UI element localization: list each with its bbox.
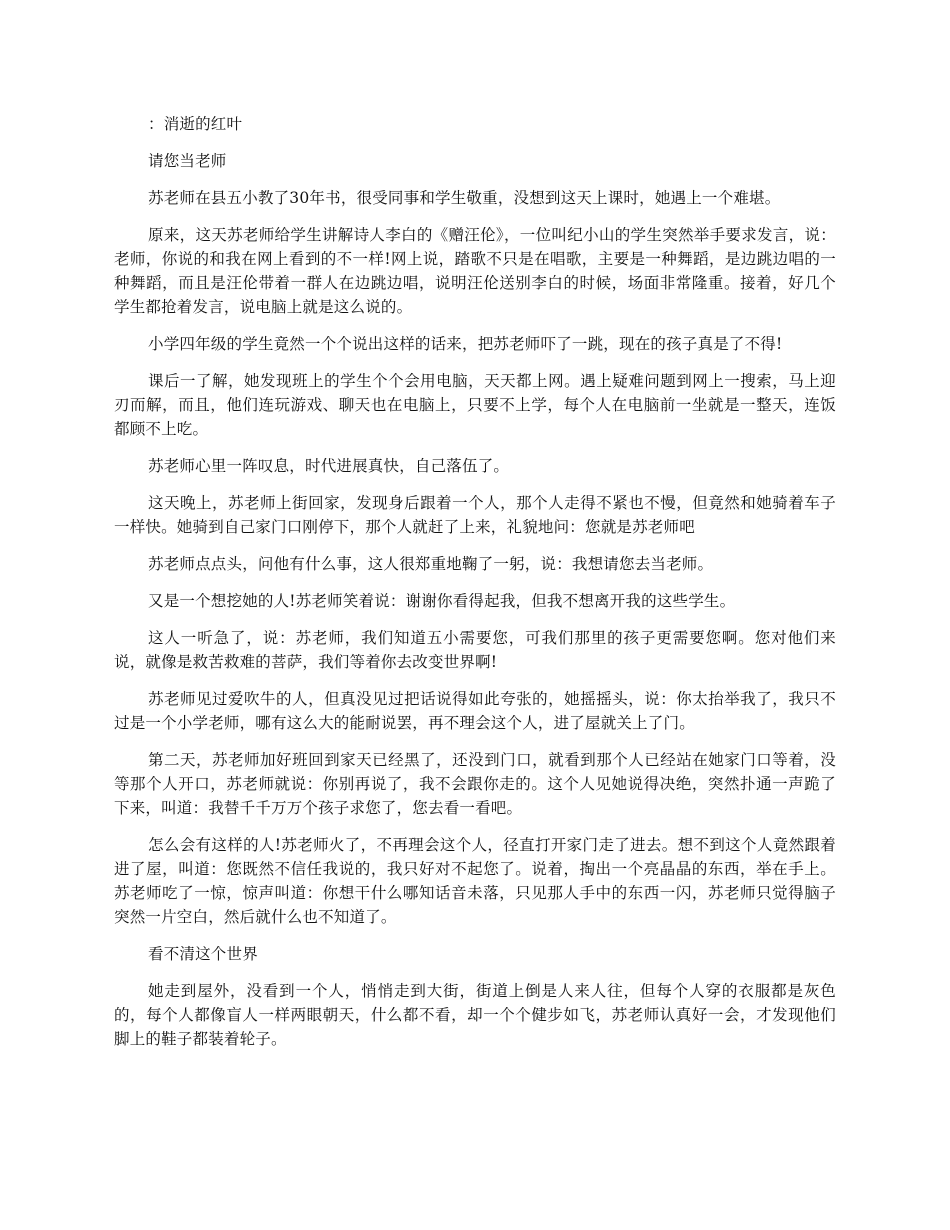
paragraph: 原来，这天苏老师给学生讲解诗人李白的《赠汪伦》，一位叫纪小山的学生突然举手要求发言，说：老师，你说的和我在网上看到的不一样!网上说，踏歌不只是在唱歌，主要是一种舞蹈，是边跳边唱的一种舞蹈，而且是汪伦带着一群人在边跳边唱，说明汪伦送别李白的时候，场面非常隆重。接着，好几个学生都抢着发言，说电脑上就是这么说的。 [114, 226, 836, 316]
paragraph: 课后一了解，她发现班上的学生个个会用电脑，天天都上网。遇上疑难问题到网上一搜索，马上迎刃而解，而且，他们连玩游戏、聊天也在电脑上，只要不上学，每个人在电脑前一坐就是一整天，连饭都顾不上吃。 [114, 372, 836, 438]
paragraph: 苏老师在县五小教了30年书，很受同事和学生敬重，没想到这天上课时，她遇上一个难堪。 [148, 189, 781, 207]
paragraph: 小学四年级的学生竟然一个个说出这样的话来，把苏老师吓了一跳，现在的孩子真是了不得! [148, 335, 783, 353]
document-page [114, 112, 836, 1064]
paragraph: 这人一听急了，说：苏老师，我们知道五小需要您，可我们那里的孩子更需要您啊。您对他们来说，就像是救苦救难的菩萨，我们等着你去改变世界啊! [114, 629, 836, 671]
paragraph: 苏老师心里一阵叹息，时代进展真快，自己落伍了。 [148, 457, 510, 475]
paragraph: 苏老师点点头，问他有什么事，这人很郑重地鞠了一躬，说：我想请您去当老师。 [148, 555, 714, 573]
section-heading-cannot-see-world: 看不清这个世界 [148, 945, 258, 963]
document-subtitle: ：消逝的红叶 [148, 115, 243, 133]
paragraph: 怎么会有这样的人!苏老师火了，不再理会这个人，径直打开家门走了进去。想不到这个人竟然跟着进了屋，叫道：您既然不信任我说的，我只好对不起您了。说着，掏出一个亮晶晶的东西，举在手上。苏老师吃了一惊，惊声叫道：你想干什么哪知话音未落，只见那人手中的东西一闪，苏老师只觉得脑子突然一片空白，然后就什么也不知道了。 [114, 836, 836, 926]
paragraph: 苏老师见过爱吹牛的人，但真没见过把话说得如此夸张的，她摇摇头，说：你太抬举我了，我只不过是一个小学老师，哪有这么大的能耐说罢，再不理会这个人，进了屋就关上了门。 [114, 690, 836, 732]
section-heading-please-be-teacher: 请您当老师 [148, 152, 227, 170]
paragraph: 这天晚上，苏老师上街回家，发现身后跟着一个人，那个人走得不紧也不慢，但竟然和她骑着车子一样快。她骑到自己家门口刚停下，那个人就赶了上来，礼貌地问：您就是苏老师吧 [114, 494, 836, 536]
paragraph: 又是一个想挖她的人!苏老师笑着说：谢谢你看得起我，但我不想离开我的这些学生。 [148, 592, 736, 610]
paragraph: 第二天，苏老师加好班回到家天已经黑了，还没到门口，就看到那个人已经站在她家门口等着，没等那个人开口，苏老师就说：你别再说了，我不会跟你走的。这个人见她说得决绝，突然扑通一声跪了下来，叫道：我替千千万万个孩子求您了，您去看一看吧。 [114, 751, 836, 817]
paragraph: 她走到屋外，没看到一个人，悄悄走到大街，街道上倒是人来人往，但每个人穿的衣服都是灰色的，每个人都像盲人一样两眼朝天，什么都不看，却一个个健步如飞，苏老师认真好一会，才发现他们脚上的鞋子都装着轮子。 [114, 982, 836, 1048]
